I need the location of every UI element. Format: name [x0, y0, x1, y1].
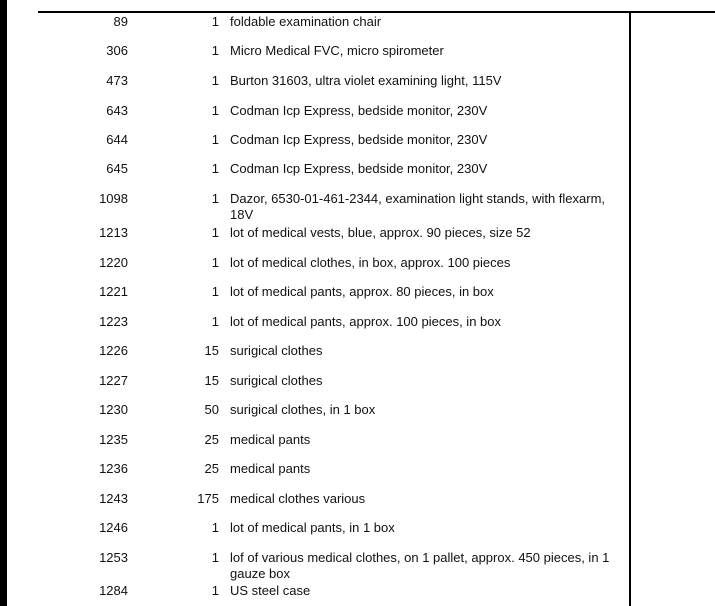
item-description: medical pants	[230, 461, 311, 476]
item-quantity: 175	[197, 491, 219, 506]
item-number: 473	[106, 73, 128, 88]
item-description: Codman Icp Express, bedside monitor, 230V	[230, 161, 488, 176]
item-quantity: 1	[211, 225, 219, 240]
item-number: 645	[106, 161, 128, 176]
item-description: lof of various medical clothes, on 1 pallet, approx. 450 pieces, in 1 gauze box	[230, 550, 610, 581]
item-description: medical clothes various	[230, 491, 366, 506]
item-number: 1220	[99, 255, 128, 270]
item-number: 89	[113, 14, 128, 29]
item-quantity: 1	[211, 161, 219, 176]
item-number: 1284	[99, 583, 128, 598]
item-quantity: 15	[204, 343, 219, 358]
item-description: Burton 31603, ultra violet examining light, 115V	[230, 73, 502, 88]
item-quantity: 1	[211, 255, 219, 270]
item-number: 306	[106, 43, 128, 58]
item-description: lot of medical pants, approx. 100 pieces, in box	[230, 314, 501, 329]
item-quantity: 1	[211, 550, 219, 565]
item-number: 1243	[99, 491, 128, 506]
item-description: US steel case	[230, 583, 311, 598]
item-description: surigical clothes	[230, 373, 323, 388]
item-quantity: 1	[211, 103, 219, 118]
item-description: surigical clothes	[230, 343, 323, 358]
item-description: lot of medical vests, blue, approx. 90 pieces, size 52	[230, 225, 531, 240]
item-quantity: 1	[211, 520, 219, 535]
item-description: Micro Medical FVC, micro spirometer	[230, 43, 444, 58]
item-number: 644	[106, 132, 128, 147]
item-number: 1236	[99, 461, 128, 476]
item-number: 1246	[99, 520, 128, 535]
item-quantity: 1	[211, 43, 219, 58]
left-edge-bar	[0, 0, 7, 606]
item-description: Codman Icp Express, bedside monitor, 230V	[230, 103, 488, 118]
item-description: foldable examination chair	[230, 14, 382, 29]
item-description: lot of medical clothes, in box, approx. 100 pieces	[230, 255, 511, 270]
table-top-rule	[38, 11, 715, 13]
item-quantity: 1	[211, 314, 219, 329]
item-number: 1230	[99, 402, 128, 417]
item-quantity: 1	[211, 284, 219, 299]
item-number: 1223	[99, 314, 128, 329]
item-description: lot of medical pants, in 1 box	[230, 520, 395, 535]
item-quantity: 25	[204, 432, 219, 447]
item-number: 1098	[99, 191, 128, 206]
item-description: lot of medical pants, approx. 80 pieces, in box	[230, 284, 494, 299]
item-description: surigical clothes, in 1 box	[230, 402, 376, 417]
item-number: 1235	[99, 432, 128, 447]
item-description: medical pants	[230, 432, 311, 447]
table-right-rule	[629, 11, 631, 606]
item-description: Codman Icp Express, bedside monitor, 230V	[230, 132, 488, 147]
item-number: 643	[106, 103, 128, 118]
item-number: 1221	[99, 284, 128, 299]
item-quantity: 25	[204, 461, 219, 476]
item-description: Dazor, 6530-01-461-2344, examination light stands, with flexarm, 18V	[230, 191, 606, 222]
item-number: 1253	[99, 550, 128, 565]
item-quantity: 1	[211, 191, 219, 206]
item-number: 1213	[99, 225, 128, 240]
item-number: 1227	[99, 373, 128, 388]
item-quantity: 1	[211, 132, 219, 147]
item-quantity: 1	[211, 73, 219, 88]
item-quantity: 1	[211, 14, 219, 29]
item-quantity: 1	[211, 583, 219, 598]
item-number: 1226	[99, 343, 128, 358]
item-quantity: 50	[204, 402, 219, 417]
item-quantity: 15	[204, 373, 219, 388]
